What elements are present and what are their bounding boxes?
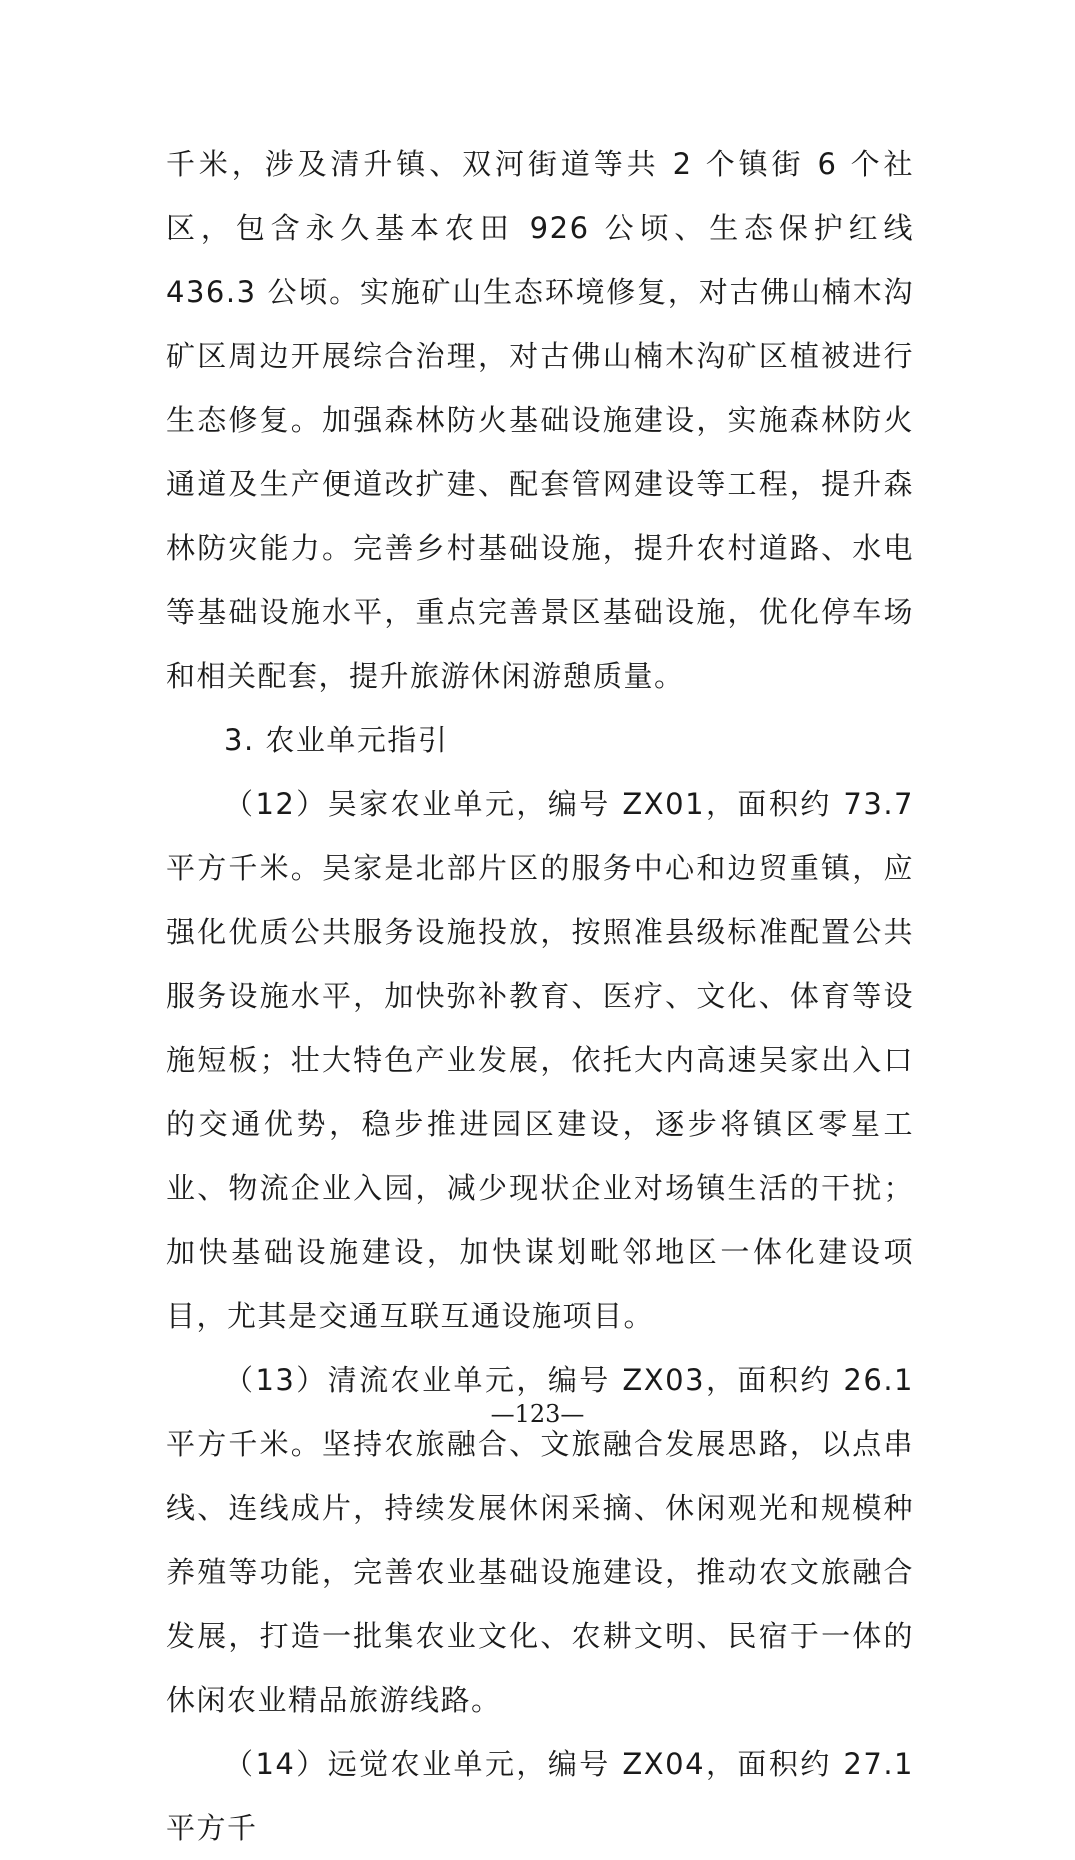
section-heading: 3. 农业单元指引 [224,723,449,757]
paragraph-continuation: 千米，涉及清升镇、双河街道等共 2 个镇街 6 个社区，包含永久基本农田 926 公顷、生态保护红线 436.3 公顷。实施矿山生态环境修复，对古佛山楠木沟矿区周边开展综合治理，对古佛山楠木沟矿区植被进行生态修复。加强森林防火基础设施建设，实施森林防火通道及生产便道改扩建、配套管网建设等工程，提升森林防灾能力。完善乡村基础设施，提升农村道路、水电等基础设施水平，重点完善景区基础设施，优化停车场和相关配套，提升旅游休闲游憩质量。 [166,147,914,693]
paragraph-unit-13: （13）清流农业单元，编号 ZX03，面积约 26.1 平方千米。坚持农旅融合、文旅融合发展思路，以点串线、连线成片，持续发展休闲采摘、休闲观光和规模种养殖等功能，完善农业基础设施建设，推动农文旅融合发展，打造一批集农业文化、农耕文明、民宿于一体的休闲农业精品旅游线路。 [166,1363,914,1717]
paragraph-unit-12: （12）吴家农业单元，编号 ZX01，面积约 73.7 平方千米。吴家是北部片区的服务中心和边贸重镇，应强化优质公共服务设施投放，按照准县级标准配置公共服务设施水平，加快弥补教育、医疗、文化、体育等设施短板；壮大特色产业发展，依托大内高速吴家出入口的交通优势，稳步推进园区建设，逐步将镇区零星工业、物流企业入园，减少现状企业对场镇生活的干扰；加快基础设施建设，加快谋划毗邻地区一体化建设项目，尤其是交通互联互通设施项目。 [166,787,914,1333]
page-number: —123— [490,1400,585,1428]
document-body [166,132,914,1860]
paragraph-unit-14: （14）远觉农业单元，编号 ZX04，面积约 27.1 平方千 [166,1747,914,1845]
